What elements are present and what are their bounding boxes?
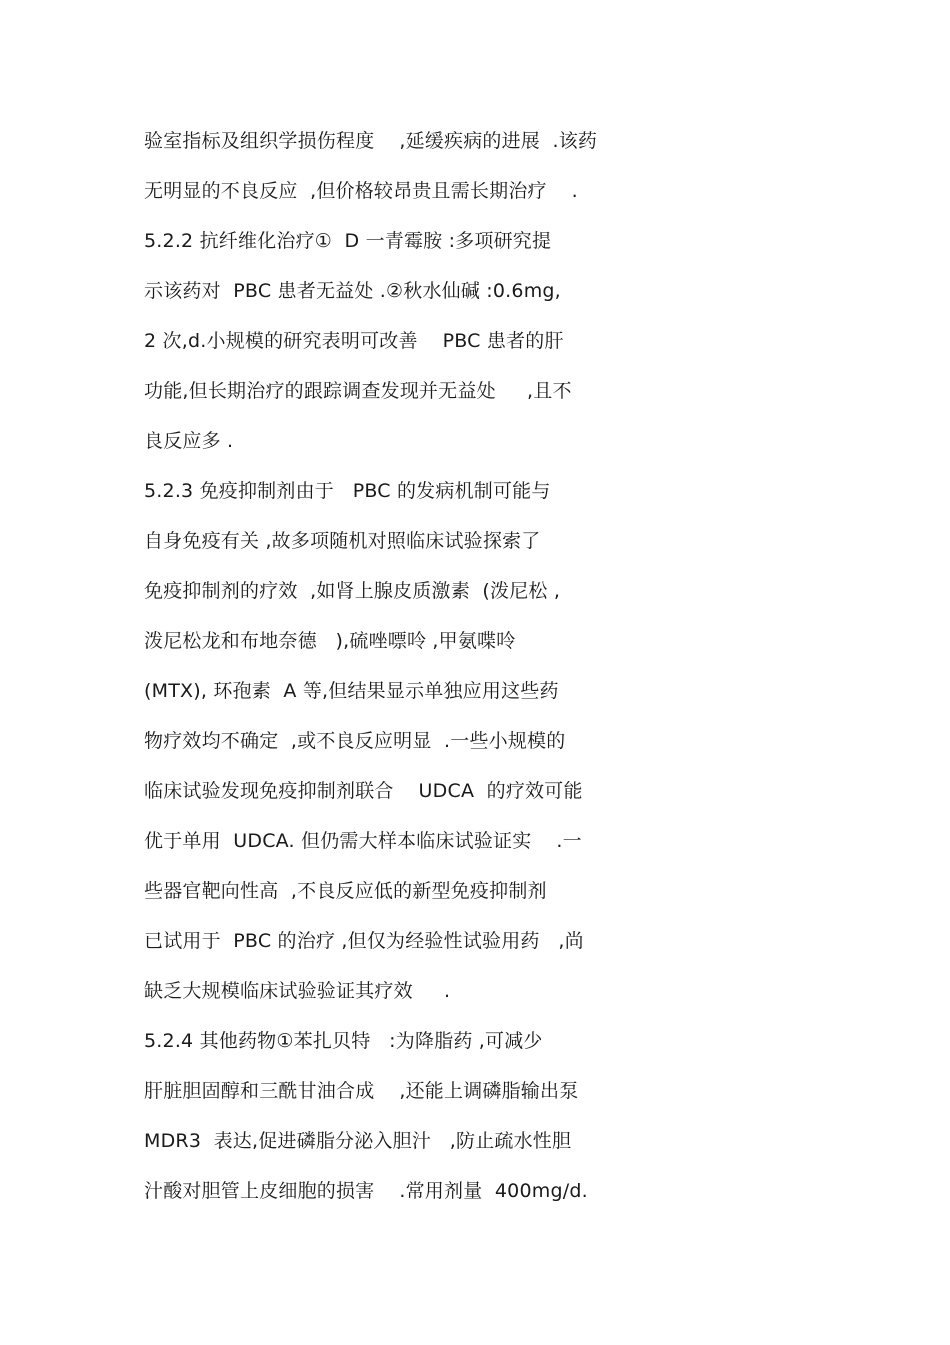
text-line: (MTX), 环孢素 A 等,但结果显示单独应用这些药 <box>144 680 559 702</box>
text-line: 功能,但长期治疗的跟踪调查发现并无益处 ,且不 <box>144 380 572 402</box>
section-heading-5-2-3: 5.2.3 免疫抑制剂由于 PBC 的发病机制可能与 <box>144 480 551 502</box>
text-line: 免疫抑制剂的疗效 ,如肾上腺皮质激素 (泼尼松 , <box>144 580 561 602</box>
text-line: 无明显的不良反应 ,但价格较昂贵且需长期治疗 . <box>144 180 578 202</box>
text-line: 自身免疫有关 ,故多项随机对照临床试验探索了 <box>144 530 541 552</box>
text-line: 些器官靶向性高 ,不良反应低的新型免疫抑制剂 <box>144 880 547 902</box>
text-line: 良反应多 . <box>144 430 234 452</box>
text-line: 临床试验发现免疫抑制剂联合 UDCA 的疗效可能 <box>144 780 583 802</box>
text-line: 示该药对 PBC 患者无益处 .②秋水仙碱 :0.6mg, <box>144 280 561 302</box>
text-line: 汁酸对胆管上皮细胞的损害 .常用剂量 400mg/d. <box>144 1180 588 1202</box>
text-line: 缺乏大规模临床试验验证其疗效 . <box>144 980 451 1002</box>
body-text <box>144 127 644 1227</box>
text-line: 2 次,d.小规模的研究表明可改善 PBC 患者的肝 <box>144 330 564 352</box>
section-heading-5-2-2: 5.2.2 抗纤维化治疗① D 一青霉胺 :多项研究提 <box>144 230 552 252</box>
text-line: 优于单用 UDCA. 但仍需大样本临床试验证实 .一 <box>144 830 582 852</box>
text-line: 验室指标及组织学损伤程度 ,延缓疾病的进展 .该药 <box>144 130 598 152</box>
section-heading-5-2-4: 5.2.4 其他药物①苯扎贝特 :为降脂药 ,可减少 <box>144 1030 543 1052</box>
text-line: 泼尼松龙和布地奈德 ),硫唑嘌呤 ,甲氨喋呤 <box>144 630 516 652</box>
text-line: MDR3 表达,促进磷脂分泌入胆汁 ,防止疏水性胆 <box>144 1130 572 1152</box>
text-line: 物疗效均不确定 ,或不良反应明显 .一些小规模的 <box>144 730 566 752</box>
text-line: 肝脏胆固醇和三酰甘油合成 ,还能上调磷脂输出泵 <box>144 1080 579 1102</box>
text-line: 已试用于 PBC 的治疗 ,但仅为经验性试验用药 ,尚 <box>144 930 584 952</box>
